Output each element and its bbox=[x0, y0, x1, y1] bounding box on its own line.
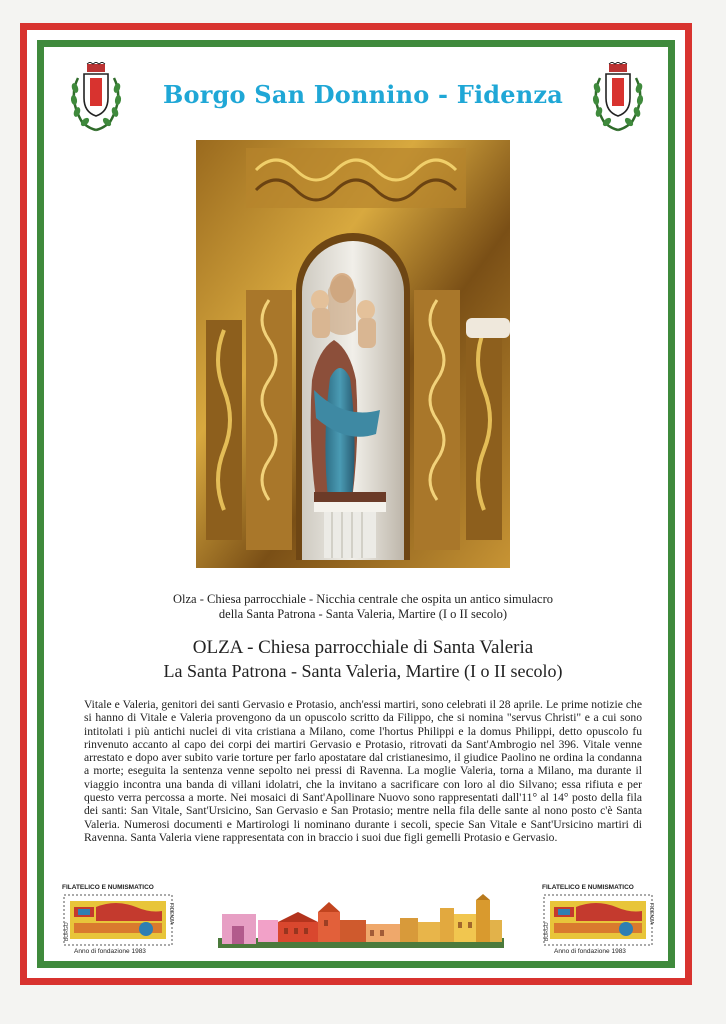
stamp-image-icon bbox=[60, 893, 178, 949]
svg-text:BORGO: BORGO bbox=[544, 922, 550, 941]
svg-text:FIDENZA: FIDENZA bbox=[648, 903, 654, 925]
svg-text:FIDENZA: FIDENZA bbox=[168, 903, 174, 925]
stamp-top-text: FILATELICO E NUMISMATICO bbox=[542, 884, 634, 891]
stamp-image-icon bbox=[540, 893, 658, 949]
article-body: Vitale e Valeria, genitori dei santi Gervasio e Protasio, anch'essi martiri, sono celebrati il 28 aprile. Le prime notizie che si hanno di Vitale e Valeria provengono da un opuscolo scritto da Filippo, che si nomina "servus Christi" e a cui sono intitolati i più antichi nuclei di vita cristiana a Milano, come l'hortus Philippi e la domus Philippi, detto opuscolo fu rinvenuto accanto al capo dei corpi dei martiri Gervasio e Protasio, ritrovati da Sant'Ambrogio nel 396. Vitale venne arrestato e dopo aver subito varie torture per farlo apostatare dal cristianesimo, il giudice Paolino ne ordina la condanna a morte; eseguita la sentenza venne sepolto nei pressi di Ravenna. La moglie Valeria, torna a Milano, ma durante il viaggio incontra una banda di villani idolatri, che la invitano a sacrificare con loro al dio Silvano; essa rifiuta e per questo verra percossa a morte. Nei mosaici di Sant'Apollinare Nuovo sono rappresentati dall'11° al 14° posto della fila dei santi: San Vitale, Sant'Ursicino, San Gervasio e San Protasio; mentre nella fila delle sante al nono posto c'è Santa Valeria. Numerosi documenti e Martirologi li nominano durante i secoli, specie San Vitale e Sant'Ursicino martiri di Ravenna. Santa Valeria viene rappresentata con in braccio i suoi due figli gemelli Protasio e Gervasio. bbox=[84, 698, 642, 844]
caption-line-2: della Santa Patrona - Santa Valeria, Martire (I o II secolo) bbox=[218, 607, 508, 621]
article-subheading: La Santa Patrona - Santa Valeria, Martire (I o II secolo) bbox=[163, 661, 563, 681]
stamp-top-text: FILATELICO E NUMISMATICO bbox=[62, 884, 154, 891]
stamp-bottom-text: Anno di fondazione 1983 bbox=[554, 948, 626, 955]
coat-of-arms-icon bbox=[66, 62, 126, 136]
statue-photo bbox=[196, 140, 510, 568]
philatelic-stamp bbox=[540, 884, 658, 956]
town-skyline-illustration bbox=[218, 894, 504, 948]
philatelic-stamp bbox=[60, 884, 178, 956]
stamp-bottom-text: Anno di fondazione 1983 bbox=[74, 948, 146, 955]
caption-line-1: Olza - Chiesa parrocchiale - Nicchia centrale che ospita un antico simulacro bbox=[172, 592, 554, 606]
article-heading: OLZA - Chiesa parrocchiale di Santa Valeria bbox=[192, 637, 534, 658]
page-title: Borgo San Donnino - Fidenza bbox=[163, 80, 563, 109]
svg-text:BORGO: BORGO bbox=[64, 922, 70, 941]
photo-caption bbox=[120, 592, 606, 622]
